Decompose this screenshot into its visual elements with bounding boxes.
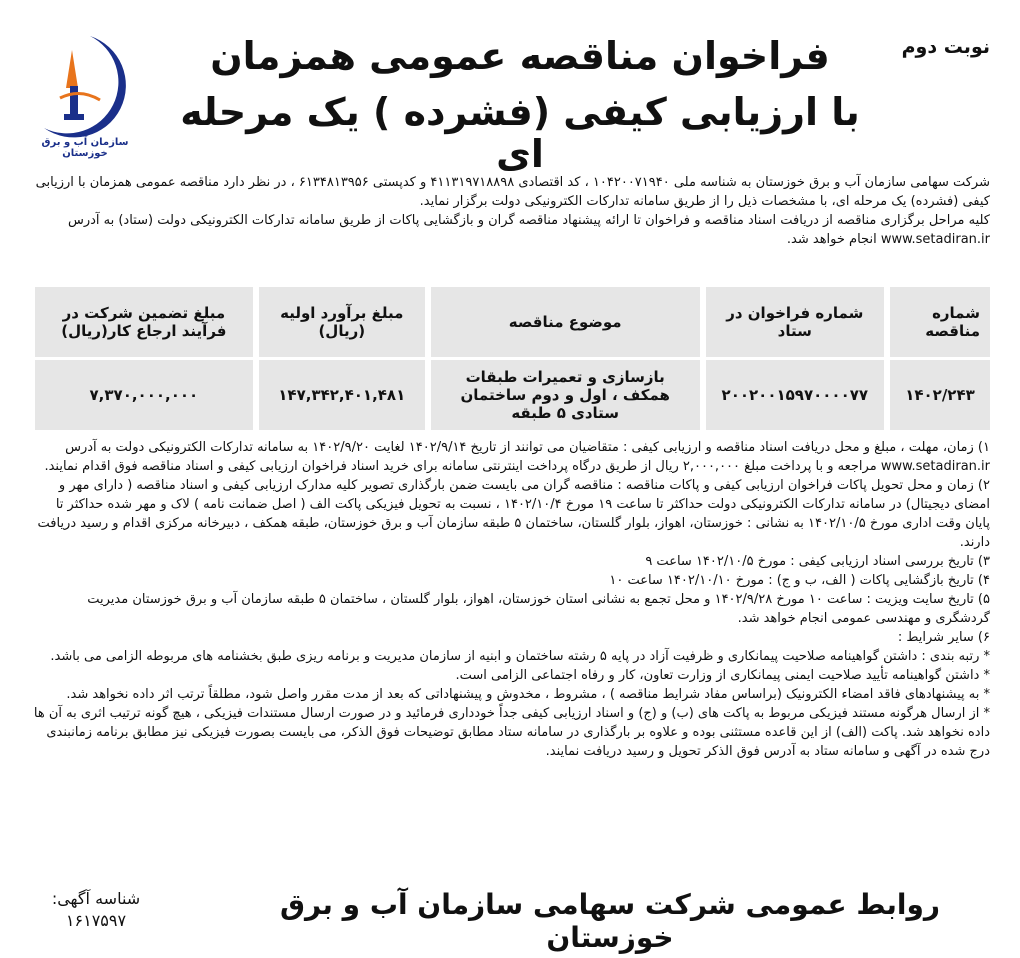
condition-item: ۲) زمان و محل تحویل پاکات فراخوان ارزیابی کیفی و پاکات مناقصه : مناقصه گران می بایست ضمن بارگذاری تصویر کلیه مدارک ارزیابی کیفی و اسناد مناقصه ( دارای مهر و امضای دیجیتال) در سامانه تدارکات الکترونیکی دولت حداکثر تا ساعت ۱۹ مورخ ۱۴۰۲/۱۰/۴ ، نسبت به تحویل فیزیکی پاکت الف ( اصل ضمانت نامه ) لاک و مهر شده حداکثر تا پایان وقت اداری مورخ ۱۴۰۲/۱۰/۵ به نشانی : خوزستان، اهواز، بلوار گلستان، ساختمان ۵ طبقه سازمان آب و برق خوزستان، طبقه همکف ، دبیرخانه مرکزی اقدام و رسید دریافت دارند. — [37, 478, 990, 550]
footer-org: روابط عمومی شرکت سهامی سازمان آب و برق خوزستان — [279, 888, 941, 954]
table-row — [35, 357, 990, 430]
condition-item: * داشتن گواهینامه تأیید صلاحیت ایمنی پیمانکاری از وزارت تعاون، کار و رفاه اجتماعی الزامی است. — [455, 668, 990, 683]
table-header-row — [35, 287, 990, 357]
intro-paragraph-1: شرکت سهامی سازمان آب و برق خوزستان به شناسه ملی ۱۰۴۲۰۰۷۱۹۴۰ ، کد اقتصادی ۴۱۱۳۱۹۷۱۸۸۹۸ و کدپستی ۶۱۳۴۸۱۳۹۵۶ ، در نظر دارد مناقصه عمومی همزمان با ارزیابی کیفی (فشرده) یک مرحله ای، با مشخصات ذیل را از طریق سامانه تدارکات الکترونیکی دولت برگزار نماید. — [35, 175, 990, 209]
tender-table — [35, 287, 990, 430]
intro — [30, 173, 990, 249]
cell-guarantee: ۷,۳۷۰,۰۰۰,۰۰۰ — [35, 357, 253, 430]
cell-setad-number: ۲۰۰۲۰۰۱۵۹۷۰۰۰۰۷۷ — [700, 357, 884, 430]
ad-id-value: ۱۶۱۷۵۹۷ — [65, 911, 127, 930]
condition-item: * رتبه بندی : داشتن گواهینامه صلاحیت پیمانکاری و ظرفیت آزاد در پایه ۵ رشته ساختمان و ابنیه از سازمان مدیریت و برنامه ریزی طبق بخشنامه های مربوطه الزامی می باشد. — [50, 649, 990, 664]
condition-item: * از ارسال هرگونه مستند فیزیکی مربوط به پاکت های (ب) و (ج) و اسناد ارزیابی کیفی جداً خودداری فرمائید و در صورت ارسال مستندات فیزیکی ، هیچ گونه ترتیب اثری به آن ها داده نخواهد شد. پاکت (الف) از این قاعده مستثنی بوده و علاوه بر بارگذاری در سامانه ستاد مطابق توضیحات فوق الذکر، می بایست بصورت فیزیکی نیز مطابق برنامه زمانبندی درج شده در آگهی و سامانه ستاد به آدرس فوق الذکر تحویل و رسید دریافت نمایند. — [33, 706, 990, 759]
condition-item: ۴) تاریخ بازگشایی پاکات ( الف، ب و ج) : مورخ ۱۴۰۲/۱۰/۱۰ ساعت ۱۰ — [609, 573, 990, 588]
ad-id — [36, 888, 156, 932]
condition-item: ۵) تاریخ سایت ویزیت : ساعت ۱۰ مورخ ۱۴۰۲/۹/۲۸ و محل تجمع به نشانی استان خوزستان، اهواز، بلوار گلستان ، ساختمان ۵ طبقه سازمان آب و برق خوزستان مدیریت گردشگری و مهندسی عمومی انجام خواهد شد. — [87, 592, 990, 626]
cell-subject: بازسازی و تعمیرات طبقات همکف ، اول و دوم ساختمان ستادی ۵ طبقه — [425, 357, 700, 430]
header-setad-number: شماره فراخوان در ستاد — [700, 287, 884, 357]
intro-paragraph-2: کلیه مراحل برگزاری مناقصه از دریافت اسناد مناقصه و فراخوان تا ارائه پیشنهاد مناقصه گران و بازگشایی پاکات از طریق سامانه تدارکات الکترونیکی دولت (ستاد) به آدرس www.setadiran.ir انجام خواهد شد. — [67, 213, 990, 247]
header-tender-number: شماره مناقصه — [884, 287, 990, 357]
header-subject: موضوع مناقصه — [425, 287, 700, 357]
condition-item: ۶) سایر شرایط : — [897, 630, 990, 645]
condition-item: ۱) زمان، مهلت ، مبلغ و محل دریافت اسناد مناقصه و ارزیابی کیفی : متقاضیان می توانند از تاریخ ۱۴۰۲/۹/۱۴ لغایت ۱۴۰۲/۹/۲۰ به سامانه تدارکات الکترونیکی دولت به آدرس www.setadiran.ir مراجعه و با پرداخت مبلغ ۲,۰۰۰,۰۰۰ ریال از طریق درگاه پرداخت اینترنتی سامانه برای خرید اسناد فراخوان ارزیابی کیفی و اسناد مناقصه فوق اقدام نمایند. — [44, 440, 990, 474]
title-line-1: فراخوان مناقصه عمومی همزمان — [210, 34, 830, 78]
conditions — [30, 438, 990, 761]
header-estimate: مبلغ برآورد اولیه (ریال) — [253, 287, 425, 357]
condition-item: ۳) تاریخ بررسی اسناد ارزیابی کیفی : مورخ ۱۴۰۲/۱۰/۵ ساعت ۹ — [645, 554, 990, 569]
title-line-2: با ارزیابی کیفی (فشرده ) یک مرحله ای — [180, 90, 860, 176]
logo-caption: سازمان آب و برق خوزستان — [41, 137, 129, 159]
cell-estimate: ۱۴۷,۳۴۲,۴۰۱,۴۸۱ — [253, 357, 425, 430]
condition-item: * به پیشنهادهای فاقد امضاء الکترونیک (براساس مفاد شرایط مناقصه ) ، مشروط ، مخدوش و پیشنهاداتی که بعد از مدت مقرر واصل شود، مطلقاً ترتب اثر داده نخواهد شد. — [66, 687, 990, 702]
cell-tender-number: ۱۴۰۲/۲۴۳ — [884, 357, 990, 430]
header-guarantee: مبلغ تضمین شرکت در فرآیند ارجاع کار(ریال) — [35, 287, 253, 357]
ad-id-label: شناسه آگهی: — [51, 889, 141, 908]
round-label: نوبت دوم — [901, 36, 990, 58]
